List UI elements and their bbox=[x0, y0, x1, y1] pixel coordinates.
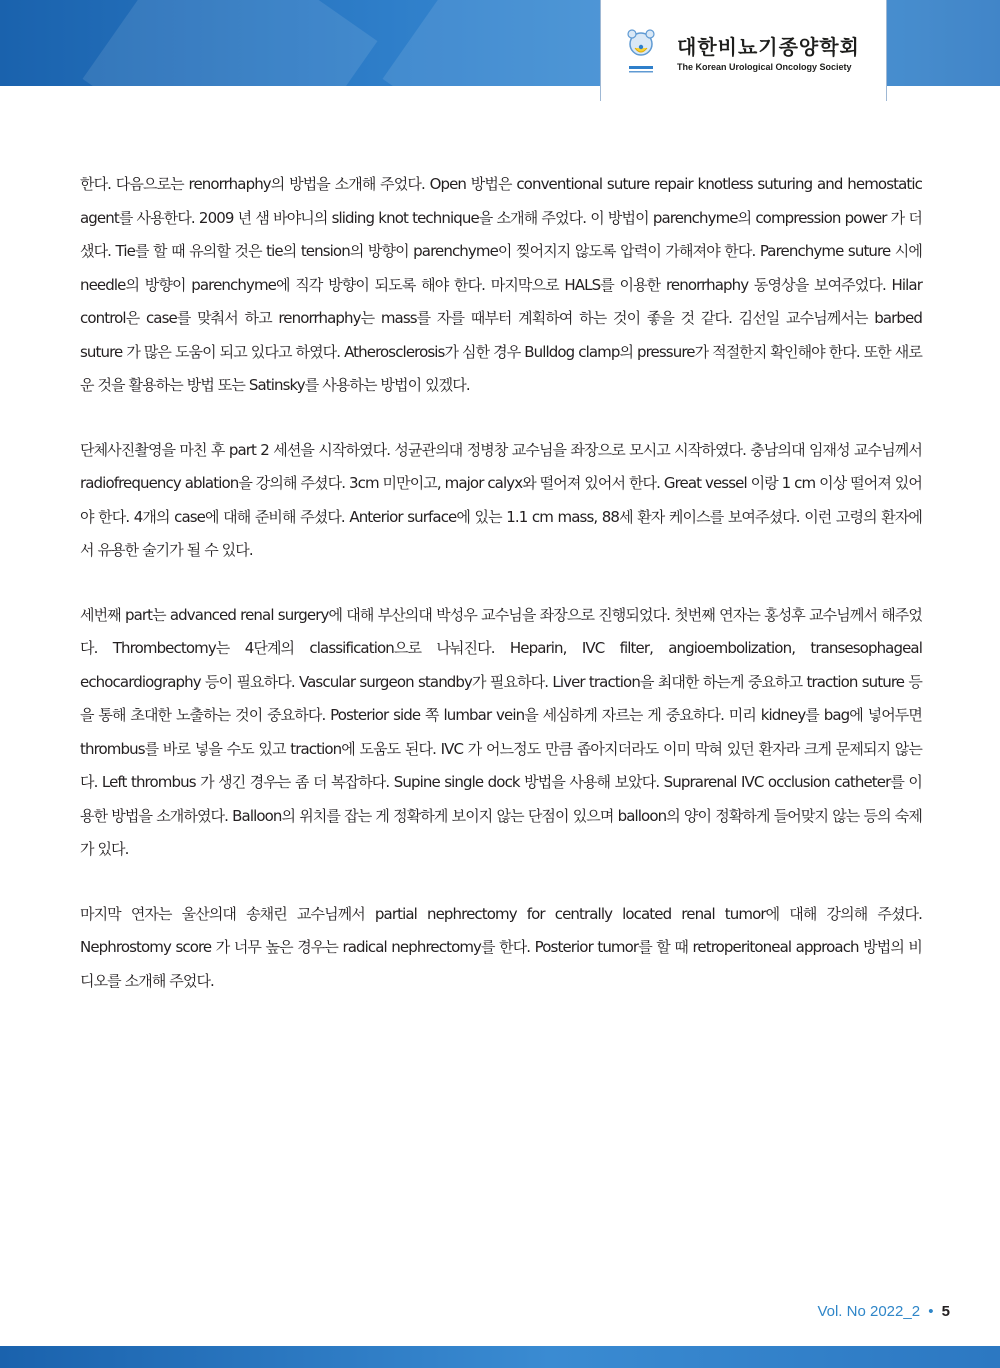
paragraph: 한다. 다음으로는 renorrhaphy의 방법을 소개해 주었다. Open 방법은 conventional suture repair knotless suturing and hemostatic agent를 사용한다. 2009 년 샘 바야니의 sliding knot technique을 소개해 주었다. 이 방법이 parenchyme의 compression power 가 더 샜다. Tie를 할 때 유의할 것은 tie의 tension의 방향이 parenchyme이 찢어지지 않도록 압력이 가해져야 한다. Parenchyme suture 시에 needle의 방향이 parenchyme에 직각 방향이 되도록 해야 한다. 마지막으로 HALS를 이용한 renorrhaphy 동영상을 보여주었다. Hilar control은 case를 맞춰서 하고 renorrhaphy는 mass를 자를 때부터 계획하여 하는 것이 좋을 것 같다. 김선일 교수님께서는 barbed suture 가 많은 도움이 되고 있다고 하였다. Atherosclerosis가 심한 경우 Bulldog clamp의 pressure가 적절한지 확인해야 한다. 또한 새로운 것을 활용하는 방법 또는 Satinsky를 사용하는 방법이 있겠다. bbox=[80, 175, 922, 394]
paragraph: 마지막 연자는 울산의대 송채린 교수님께서 partial nephrectomy for centrally located renal tumor에 대해 강의해 주셨다. Nephrostomy score 가 너무 높은 경우는 radical nephrectomy를 한다. Posterior tumor를 할 때 retroperitoneal approach 방법의 비디오를 소개해 주었다. bbox=[80, 904, 922, 990]
article-body bbox=[80, 168, 922, 1029]
paragraph: 단체사진촬영을 마친 후 part 2 세션을 시작하였다. 성균관의대 정병창 교수님을 좌장으로 모시고 시작하였다. 충남의대 임재성 교수님께서 radiofrequency ablation을 강의해 주셨다. 3cm 미만이고, major calyx와 떨어져 있어서 한다. Great vessel 이랑 1 cm 이상 떨어져 있어야 한다. 4개의 case에 대해 준비해 주셨다. Anterior surface에 있는 1.1 cm mass, 88세 환자 케이스를 보여주셨다. 이런 고령의 환자에서 유용한 술기가 될 수 있다. bbox=[80, 440, 922, 559]
footer-band bbox=[0, 1346, 1000, 1368]
society-name-english: The Korean Urological Oncology Society bbox=[677, 62, 852, 72]
page-number: 5 bbox=[941, 1303, 950, 1320]
issue-label: Vol. No 2022_2 bbox=[817, 1303, 921, 1320]
header-decoration bbox=[83, 0, 378, 86]
society-emblem-icon bbox=[625, 28, 657, 76]
footer-separator: • bbox=[928, 1303, 934, 1320]
page-footer bbox=[817, 1303, 950, 1320]
society-name-korean: 대한비뇨기종양학회 bbox=[677, 35, 860, 59]
society-logo bbox=[600, 0, 887, 101]
paragraph: 세번째 part는 advanced renal surgery에 대해 부산의대 박성우 교수님을 좌장으로 진행되었다. 첫번째 연자는 홍성후 교수님께서 해주었다. Thrombectomy는 4단계의 classification으로 나눠진다. Heparin, IVC filter, angioembolization, transesophageal echocardiography 등이 필요하다. Vascular surgeon standby가 필요하다. Liver traction을 최대한 하는게 중요하고 traction suture 등을 통해 초대한 노출하는 것이 중요하다. Posterior side 쪽 lumbar vein을 세심하게 자르는 게 중요하다. 미리 kidney를 bag에 넣어두면 thrombus를 바로 넣을 수도 있고 traction에 도움도 된다. IVC 가 어느정도 만큼 좁아지더라도 이미 막혀 있던 환자라 크게 문제되지 않는다. Left thrombus 가 생긴 경우는 좀 더 복잡하다. Supine single dock 방법을 사용해 보았다. Suprarenal IVC occlusion catheter를 이용한 방법을 소개하였다. Balloon의 위치를 잡는 게 정확하게 보이지 않는 단점이 있으며 balloon의 양이 정확하게 들어맞지 않는 등의 숙제가 있다. bbox=[80, 605, 922, 858]
